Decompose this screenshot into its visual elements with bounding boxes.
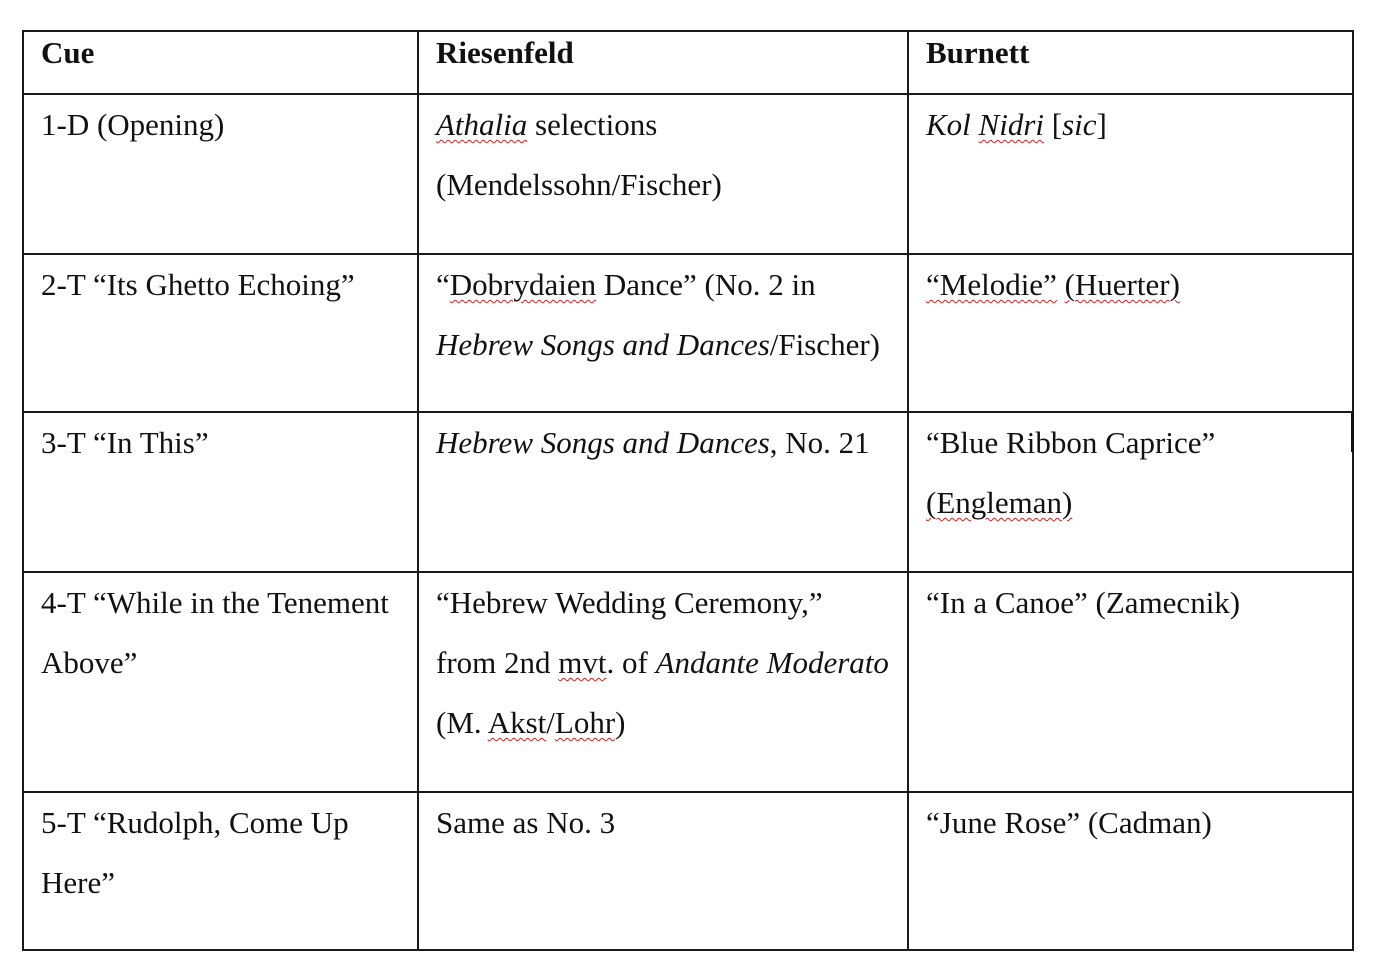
header-burnett: Burnett xyxy=(908,31,1353,94)
burnett-cell xyxy=(908,412,1353,572)
cue-cell xyxy=(23,254,418,412)
text-segment: Dance” (No. 2 in xyxy=(596,267,816,302)
text-line xyxy=(926,95,1336,155)
riesenfeld-cell xyxy=(418,792,908,950)
burnett-cell xyxy=(908,254,1353,412)
riesenfeld-cell xyxy=(418,572,908,792)
text-line xyxy=(436,413,891,473)
text-segment: Here” xyxy=(41,865,115,900)
spellcheck-flagged-word: Dobrydaien xyxy=(449,267,597,302)
riesenfeld-cell xyxy=(418,412,908,572)
table-row xyxy=(23,94,1353,254)
text-segment: Andante Moderato xyxy=(655,645,889,680)
header-row xyxy=(23,31,1353,94)
cell-text xyxy=(436,793,891,853)
text-segment: 1-D (Opening) xyxy=(41,107,225,142)
text-segment: (M. xyxy=(436,705,488,740)
text-segment: “Hebrew Wedding Ceremony,” xyxy=(436,585,823,620)
text-line xyxy=(436,793,891,853)
text-line xyxy=(41,853,401,913)
text-segment: (Mendelssohn/Fischer) xyxy=(436,167,722,202)
spellcheck-flagged-word: Lohr xyxy=(554,705,616,740)
cell-text xyxy=(926,793,1336,853)
burnett-cell xyxy=(908,792,1353,950)
text-segment: ) xyxy=(615,705,626,740)
text-segment: . of xyxy=(606,645,656,680)
cell-text xyxy=(436,255,891,375)
table-row xyxy=(23,254,1353,412)
text-line xyxy=(436,155,891,215)
cell-text xyxy=(41,95,401,155)
text-line xyxy=(926,413,1336,473)
cell-text xyxy=(436,573,891,753)
burnett-cell xyxy=(908,572,1353,792)
cell-text xyxy=(436,413,891,473)
text-line xyxy=(41,255,401,315)
text-segment: 3-T “In This” xyxy=(41,425,209,460)
cell-text xyxy=(41,413,401,473)
text-line xyxy=(41,793,401,853)
spellcheck-flagged-word: Athalia xyxy=(436,107,528,142)
text-segment: /Fischer) xyxy=(769,327,880,362)
riesenfeld-cell xyxy=(418,254,908,412)
text-segment: “June Rose” (Cadman) xyxy=(926,805,1212,840)
riesenfeld-cell xyxy=(418,94,908,254)
text-line xyxy=(41,573,401,633)
spellcheck-flagged-word: mvt xyxy=(558,645,607,680)
cell-text xyxy=(926,413,1336,533)
spellcheck-flagged-word: Nidri xyxy=(978,107,1045,142)
cell-text xyxy=(926,573,1336,633)
spellcheck-flagged-word: Akst xyxy=(487,705,547,740)
text-segment: [ xyxy=(1044,107,1063,142)
text-segment: Above” xyxy=(41,645,138,680)
text-line xyxy=(41,633,401,693)
cell-text xyxy=(41,573,401,693)
cue-cell xyxy=(23,412,418,572)
cell-text xyxy=(436,95,891,215)
spellcheck-flagged-word: “Melodie” xyxy=(926,267,1057,302)
text-line xyxy=(436,573,891,633)
header-cue: Cue xyxy=(23,31,418,94)
text-line xyxy=(436,633,891,693)
text-segment: / xyxy=(546,705,555,740)
text-segment: from 2nd xyxy=(436,645,559,680)
text-segment: , No. 21 xyxy=(769,425,870,460)
text-segment: Kol xyxy=(926,107,979,142)
table-row xyxy=(23,572,1353,792)
text-line xyxy=(436,255,891,315)
text-line xyxy=(41,413,401,473)
table-row xyxy=(23,412,1353,572)
cue-cell xyxy=(23,94,418,254)
text-segment: 2-T “Its Ghetto Echoing” xyxy=(41,267,355,302)
text-segment: “In a Canoe” (Zamecnik) xyxy=(926,585,1241,620)
text-segment: sic xyxy=(1062,107,1097,142)
cue-cell xyxy=(23,792,418,950)
text-line xyxy=(926,573,1336,633)
spellcheck-flagged-word: (Engleman) xyxy=(926,485,1073,520)
cell-text xyxy=(41,255,401,315)
text-line xyxy=(41,95,401,155)
table-row xyxy=(23,792,1353,950)
text-segment: Same as No. 3 xyxy=(436,805,616,840)
text-line xyxy=(926,255,1336,315)
text-segment: selections xyxy=(527,107,658,142)
text-line xyxy=(436,693,891,753)
cue-cell xyxy=(23,572,418,792)
burnett-cell xyxy=(908,94,1353,254)
text-segment: 5-T “Rudolph, Come Up xyxy=(41,805,349,840)
text-segment: ] xyxy=(1096,107,1107,142)
spellcheck-flagged-word: (Huerter) xyxy=(1064,267,1180,302)
text-segment: 4-T “While in the Tenement xyxy=(41,585,389,620)
text-cursor-mark xyxy=(1351,412,1354,452)
cell-text xyxy=(41,793,401,913)
text-segment: Hebrew Songs and Dances xyxy=(436,327,770,362)
text-segment xyxy=(1057,267,1065,302)
cue-sheet-table xyxy=(22,30,1354,951)
text-segment: “Blue Ribbon Caprice” xyxy=(926,425,1216,460)
header-riesenfeld: Riesenfeld xyxy=(418,31,908,94)
text-segment: Hebrew Songs and Dances xyxy=(436,425,770,460)
cell-text xyxy=(926,255,1336,315)
text-line xyxy=(436,315,891,375)
cell-text xyxy=(926,95,1336,155)
text-line xyxy=(436,95,891,155)
text-line xyxy=(926,473,1336,533)
text-segment: “ xyxy=(436,267,450,302)
text-line xyxy=(926,793,1336,853)
